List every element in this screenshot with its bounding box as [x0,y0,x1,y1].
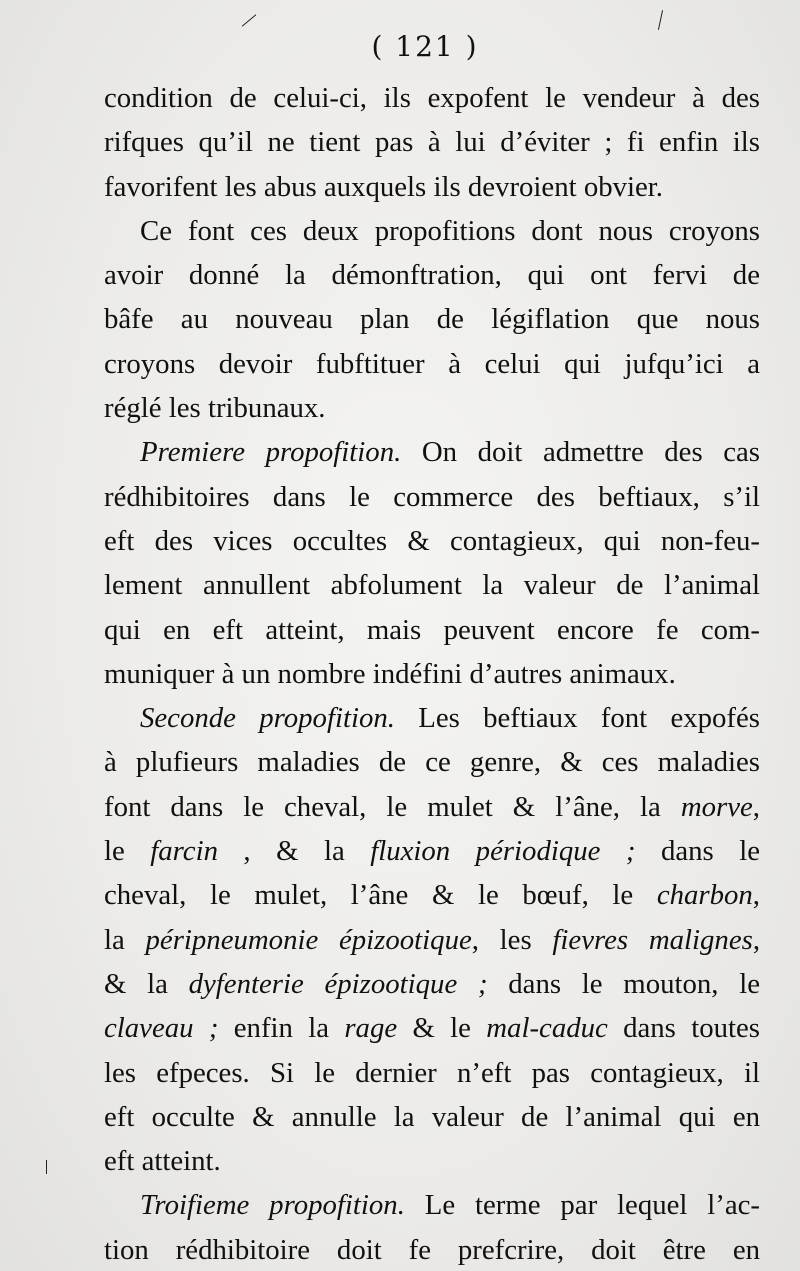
italic-segment: claveau ; [104,1012,219,1045]
text-line [104,1095,760,1139]
text-segment: , [752,790,760,823]
text-segment: bâfe au nouveau plan de légiflation que nous [104,303,760,336]
text-segment: réglé les tribunaux. [104,392,326,425]
text-segment: & le [397,1012,487,1045]
text-segment: Le terme par lequel l’ac- [404,1189,760,1222]
text-line [104,918,760,962]
text-segment: le [104,835,151,868]
italic-segment: dyfenterie épizootique ; [188,967,488,1000]
text-segment: à plufieurs maladies de ce genre, & ces maladies [104,746,760,779]
text-line [104,1139,760,1183]
body-text [104,76,760,1271]
text-line [104,120,760,164]
text-segment: les efpeces. Si le dernier n’eft pas contagieux, il [104,1056,760,1089]
text-segment: cheval, le mulet, l’âne & le bœuf, le [104,879,657,912]
text-line [104,165,760,209]
text-line [104,76,760,120]
text-line [104,386,760,430]
text-line [104,209,760,253]
text-segment: Les beftiaux font expofés [394,702,760,735]
text-line [104,519,760,563]
text-segment: lement annullent abfolument la valeur de l’animal [104,569,760,602]
text-segment: , [752,879,760,912]
italic-segment: fluxion périodique ; [370,835,636,868]
text-line [104,1051,760,1095]
text-segment: eft des vices occultes & contagieux, qui non-feu- [104,524,760,557]
text-line [104,297,760,341]
text-segment: dans le mouton, le [487,967,760,1000]
text-segment: croyons devoir fubftituer à celui qui jufqu’ici a [104,347,760,380]
text-line [104,652,760,696]
italic-segment: Seconde propofition. [140,702,395,735]
stray-mark-right [658,10,663,30]
text-segment: , [752,923,761,956]
italic-segment: fievres malignes [552,923,753,956]
text-line [104,253,760,297]
text-segment: On doit admettre des cas [401,436,761,469]
text-line [104,1006,760,1050]
italic-segment: farcin [150,835,218,868]
text-line [104,563,760,607]
text-line [104,430,760,474]
text-segment: , & la [217,835,371,868]
text-segment: eft atteint. [104,1145,221,1178]
text-segment: muniquer à un nombre indéfini d’autres animaux. [104,657,676,690]
text-segment: avoir donné la démonftration, qui ont fervi de [104,259,760,292]
text-segment: tion rédhibitoire doit fe prefcrire, doit être en [104,1233,760,1266]
text-segment: Ce font ces deux propofitions dont nous croyons [140,214,760,247]
text-line [104,696,760,740]
text-segment: la [104,923,146,956]
text-segment: , les [471,923,553,956]
text-line [104,1183,760,1227]
italic-segment: Troifieme propofition. [140,1189,405,1222]
text-line [104,475,760,519]
text-segment: & la [104,967,189,1000]
italic-segment: charbon [656,879,753,912]
text-line [104,608,760,652]
italic-segment: rage [344,1012,398,1045]
stray-mark-top [242,14,256,26]
text-line [104,962,760,1006]
text-segment: font dans le cheval, le mulet & l’âne, la [104,790,681,823]
text-segment: qui en eft atteint, mais peuvent encore fe com- [104,613,760,646]
text-segment: condition de celui-ci, ils expofent le vendeur à des [104,82,760,114]
text-line [104,829,760,873]
page-number: ( 121 ) [371,30,479,63]
text-line [104,873,760,917]
text-segment: eft occulte & annulle la valeur de l’animal qui en [104,1100,760,1133]
italic-segment: morve [680,790,753,823]
text-line [104,1228,760,1271]
italic-segment: péripneumonie épizootique [145,923,472,956]
stray-mark-left [46,1160,47,1174]
text-line [104,342,760,386]
text-segment: enfin la [218,1012,345,1045]
text-segment: rifques qu’il ne tient pas à lui d’éviter ; fi enfin ils [104,126,760,159]
text-segment: dans le [635,835,760,868]
text-line [104,740,760,784]
text-segment: favorifent les abus auxquels ils devroient obvier. [104,170,663,203]
italic-segment: Premiere propofition. [140,436,402,469]
text-line [104,785,760,829]
text-segment: dans toutes [607,1012,760,1045]
italic-segment: mal-caduc [486,1012,608,1045]
text-segment: rédhibitoires dans le commerce des beftiaux, s’il [104,480,760,513]
